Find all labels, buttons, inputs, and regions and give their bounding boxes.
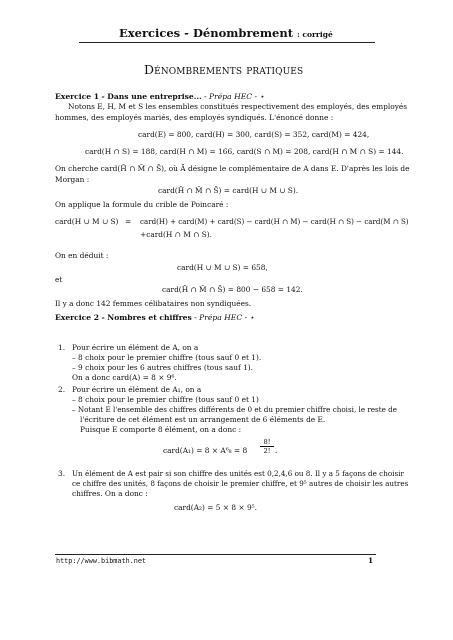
ex2-item-1-line: – 9 choix pour les 6 autres chiffres (tous sauf 1). bbox=[72, 363, 254, 372]
ex2-item-2-line: l'écriture de cet élément est un arrangement de 6 éléments de E. bbox=[80, 415, 326, 424]
footer-url[interactable]: http://www.bibmath.net bbox=[56, 557, 147, 565]
ex2-item-2-fraction bbox=[260, 438, 274, 455]
ex1-equation-6: card(H̄ ∩ M̄ ∩ S̄) = 800 − 658 = 142. bbox=[162, 285, 303, 294]
fraction-denominator: 2! bbox=[260, 446, 274, 455]
ex1-equation-5: card(H ∪ M ∪ S) = 658, bbox=[177, 263, 268, 272]
ex1-crible: On applique la formule du crible de Poincaré : bbox=[55, 200, 229, 209]
ex2-item-3-number: 3. bbox=[58, 469, 66, 478]
ex1-intro-line1: Notons E, H, M et S les ensembles constitués respectivement des employés, des employés bbox=[68, 102, 408, 111]
ex2-item-3-equation: card(A₂) = 5 × 8 × 9⁵. bbox=[174, 503, 257, 512]
header-rule bbox=[79, 42, 375, 43]
exercise-1-label: Exercice 1 bbox=[55, 92, 100, 101]
fraction-numerator: 8! bbox=[263, 438, 271, 446]
exercise-1-source: - Prépa HEC - ⋆ bbox=[204, 92, 265, 101]
ex2-item-1-line: On a donc card(A) = 8 × 9⁶. bbox=[72, 373, 177, 382]
ex1-cherche-line2: Morgan : bbox=[55, 175, 90, 184]
ex2-item-1-line: Pour écrire un élément de A, on a bbox=[72, 343, 199, 352]
ex2-item-2-period: . bbox=[275, 446, 278, 455]
ex2-item-2-equation: card(A₁) = 8 × A⁶₈ = 8 bbox=[163, 446, 248, 455]
ex2-item-1-line: – 8 choix pour le premier chiffre (tous sauf 0 et 1). bbox=[72, 353, 262, 362]
page-header bbox=[119, 26, 333, 40]
exercise-2-label: Exercice 2 bbox=[55, 313, 100, 322]
ex1-equation-4-equals: = bbox=[125, 217, 132, 226]
exercise-2-title: - Nombres et chiffres bbox=[101, 313, 192, 322]
ex2-item-2-line: – 8 choix pour le premier chiffre (tous sauf 0 et 1) bbox=[72, 395, 259, 404]
ex1-cherche-line1: On cherche card(H̄ ∩ M̄ ∩ S̄), où Ā désigne le complémentaire de A dans E. D'après les lois de bbox=[55, 164, 410, 173]
ex1-equation-4-right: card(H) + card(M) + card(S) − card(H ∩ M) − card(H ∩ S) − card(M ∩ S) bbox=[140, 217, 409, 226]
ex2-item-2-line: Pour écrire un élément de A₁, on a bbox=[72, 385, 202, 394]
exercise-2-heading bbox=[55, 313, 254, 322]
section-title: Dénombrements pratiques bbox=[144, 62, 304, 77]
footer-rule bbox=[55, 554, 376, 555]
exercise-1-heading bbox=[55, 92, 264, 101]
ex2-item-3-line: ce chiffre des unités, 8 façons de choisir le premier chiffre, et 9⁵ autres de choisir les autres bbox=[72, 479, 409, 488]
ex2-item-2-line: Puisque E comporte 8 élément, on a donc : bbox=[80, 425, 242, 434]
exercise-2-source: - Prépa HEC - ⋆ bbox=[194, 313, 255, 322]
ex2-item-2-number: 2. bbox=[58, 385, 66, 394]
page-number: 1 bbox=[368, 556, 374, 565]
ex2-item-1-number: 1. bbox=[58, 343, 66, 352]
ex1-equation-2: card(H ∩ S) = 188, card(H ∩ M) = 166, card(S ∩ M) = 208, card(H ∩ M ∩ S) = 144. bbox=[85, 147, 404, 156]
ex1-deduit: On en déduit : bbox=[55, 251, 109, 260]
ex1-equation-1: card(E) = 800, card(H) = 300, card(S) = 352, card(M) = 424, bbox=[138, 130, 370, 139]
ex2-item-3-line: Un élément de A est pair si son chiffre des unités est 0,2,4,6 ou 8. Il y a 5 façons de choisir bbox=[72, 469, 404, 478]
ex1-et: et bbox=[55, 275, 63, 284]
ex1-equation-4-left: card(H ∪ M ∪ S) bbox=[55, 217, 119, 226]
ex1-intro-line2: hommes, des employés mariés, des employés syndiqués. L'énoncé donne : bbox=[55, 113, 334, 122]
ex1-conclusion: Il y a donc 142 femmes célibataires non syndiquées. bbox=[55, 299, 252, 308]
header-suffix: : corrigé bbox=[297, 30, 333, 39]
ex2-item-2-line: – Notant E l'ensemble des chiffres différents de 0 et du premier chiffre choisi, le reste de bbox=[72, 405, 398, 414]
header-title: Exercices - Dénombrement bbox=[119, 26, 294, 40]
exercise-1-title: - Dans une entreprise... bbox=[101, 92, 202, 101]
ex1-equation-3: card(H̄ ∩ M̄ ∩ S̄) = card(H ∪ M ∪ S). bbox=[158, 186, 299, 195]
ex2-item-3-line: chiffres. On a donc : bbox=[72, 489, 148, 498]
ex1-equation-4-cont: +card(H ∩ M ∩ S). bbox=[140, 230, 212, 239]
